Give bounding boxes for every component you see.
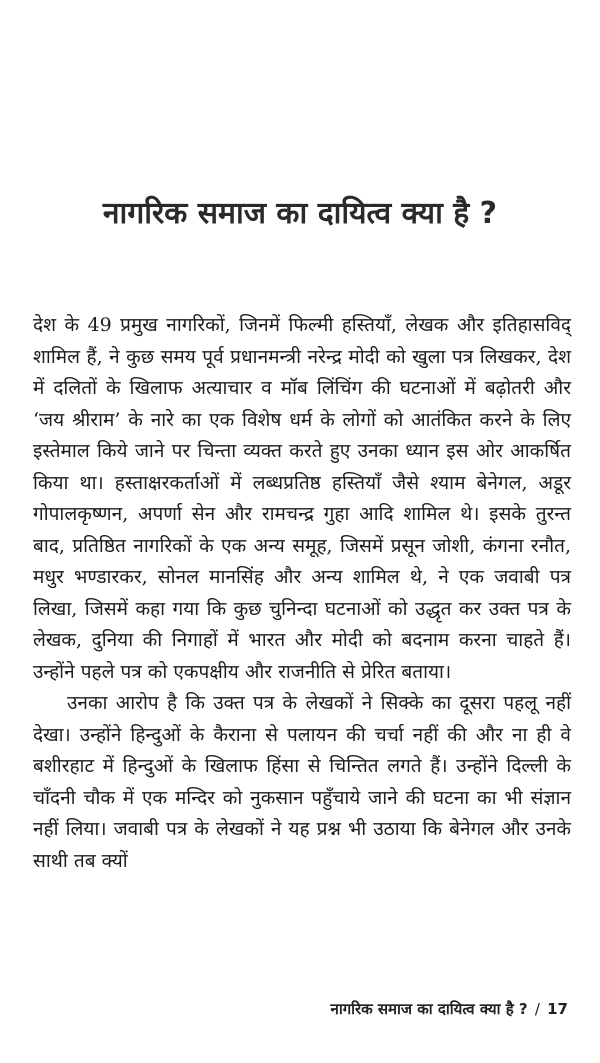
paragraph-1: देश के 49 प्रमुख नागरिकों, जिनमें फिल्मी हस्तियाँ, लेखक और इतिहासविद् शामिल हैं, ने कुछ समय पूर्व प्रधानमन्त्री नरेन्द्र मोदी को खुला पत्र लिखकर, देश में दलितों के खिलाफ अत्याचार व मॉब लिंचिंग की घटनाओं में बढ़ोतरी और ‘जय श्रीराम’ के नारे का एक विशेष धर्म के लोगों को आतंकित करने के लिए इस्तेमाल किये जाने पर चिन्ता व्यक्त करते हुए उनका ध्यान इस ओर आकर्षित किया था। हस्ताक्षरकर्ताओं में लब्धप्रतिष्ठ हस्तियाँ जैसे श्याम बेनेगल, अडूर गोपालकृष्णन, अपर्णा सेन और रामचन्द्र गुहा आदि शामिल थे। इसके तुरन्त बाद, प्रतिष्ठित नागरिकों के एक अन्य समूह, जिसमें प्रसून जोशी, कंगना रनौत, मधुर भण्डारकर, सोनल मानसिंह और अन्य शामिल थे, ने एक जवाबी पत्र लिखा, जिसमें कहा गया कि कुछ चुनिन्दा घटनाओं को उद्धृत कर उक्त पत्र के लेखक, दुनिया की निगाहों में भारत और मोदी को बदनाम करना चाहते हैं। उन्होंने पहले पत्र को एकपक्षीय और राजनीति से प्रेरित बताया। [33,314,571,683]
page-number: 17 [547,1000,568,1018]
running-title: नागरिक समाज का दायित्व क्या है ? [330,1000,528,1018]
running-footer [331,999,569,1019]
body-text [33,310,571,877]
footer-separator: / [534,1000,540,1018]
paragraph-2: उनका आरोप है कि उक्त पत्र के लेखकों ने सिक्के का दूसरा पहलू नहीं देखा। उन्होंने हिन्दुओं के कैराना से पलायन की चर्चा नहीं की और ना ही वे बशीरहाट में हिन्दुओं के खिलाफ हिंसा से चिन्तित लगते हैं। उन्होंने दिल्ली के चाँदनी चौक में एक मन्दिर को नुकसान पहुँचाये जाने की घटना का भी संज्ञान नहीं लिया। जवाबी पत्र के लेखकों ने यह प्रश्न भी उठाया कि बेनेगल और उनके साथी तब क्यों [33,692,571,872]
chapter-title: नागरिक समाज का दायित्व क्या है ? [102,196,498,231]
